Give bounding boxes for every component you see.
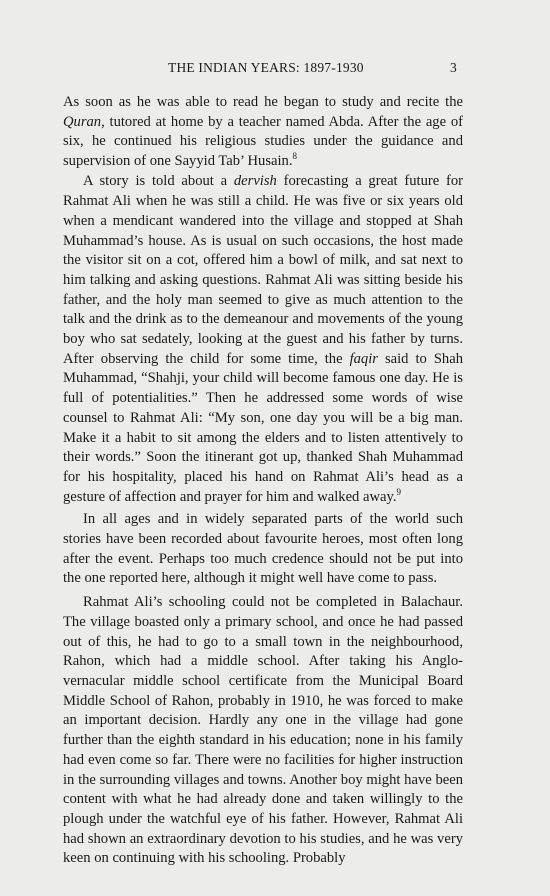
running-head-title: THE INDIAN YEARS: 1897-1930	[168, 60, 364, 75]
paragraph	[63, 93, 463, 172]
text-run: said to Shah Muhammad, “Shahji, your child will become famous one day. He is full of potentialities.” Then he addressed some words of wise counsel to Rahmat Ali: “My son, one day you will be a big man. Make it a habit to sit among the elders and to listen attentively to their words.” Soon the itinerant got up, thanked Shah Muhammad for his hospitality, placed his hand on Rahmat Ali’s head as a gesture of affection and prayer for him and walked away.	[63, 350, 464, 505]
footnote-ref: 9	[396, 486, 401, 497]
paragraph	[63, 172, 463, 507]
text-run: , tutored at home by a teacher named Abda. After the age of six, he continued his religious studies under the guidance and supervision of one Sayyid Tab’ Husain.	[63, 113, 463, 170]
paragraph	[63, 593, 463, 869]
footnote-ref: 8	[292, 151, 297, 162]
text-run: In all ages and in widely separated parts of the world such stories have been recorded about favourite heroes, most often long after the event. Perhaps too much credence should not be put into the one reported here, although it might well have come to pass.	[63, 511, 463, 587]
italic-term: faqir	[349, 350, 378, 367]
italic-term: Quran	[63, 113, 102, 130]
text-run: A story is told about a	[83, 173, 234, 190]
body-text	[63, 93, 463, 869]
italic-term: dervish	[233, 173, 277, 190]
text-run: As soon as he was able to read he began to study and recite the	[63, 94, 463, 110]
running-head	[0, 60, 550, 80]
page-number: 3	[450, 60, 457, 75]
text-run: Rahmat Ali’s schooling could not be completed in Balachaur. The village boasted only a primary school, and once he had passed out of this, he had to go to a small town in the neighbourhood, Rahon, which had a middle school. After taking his Anglo-vernacular middle school certificate from the Municipal Board Middle School of Rahon, probably in 1910, he was forced to make an important decision. Hardly any one in the village had gone further than the eighth standard in his education; none in his family had even come so far. There were no facilities for higher instruction in the surrounding villages and towns. Another boy might have been content with what he had already done and taken willingly to the plough under the watchful eye of his father. However, Rahmat Ali had shown an extraordinary devotion to his studies, and he was very keen on continuing with his schooling. Probably	[63, 594, 463, 867]
text-run: forecasting a great future for Rahmat Ali when he was still a child. He was five or six years old when a mendicant wandered into the village and stopped at Shah Muhammad’s house. As is usual on such occasions, the host made the visitor sit on a cot, offered him a bowl of milk, and sat next to him talking and asking questions. Rahmat Ali was sitting beside his father, and the holy man seemed to give as much attention to the talk and the drink as to the demeanour and movements of the young boy who sat sedately, looking at the guest and his father by turns. After observing the child for some time, the	[63, 173, 463, 367]
paragraph	[63, 510, 463, 589]
